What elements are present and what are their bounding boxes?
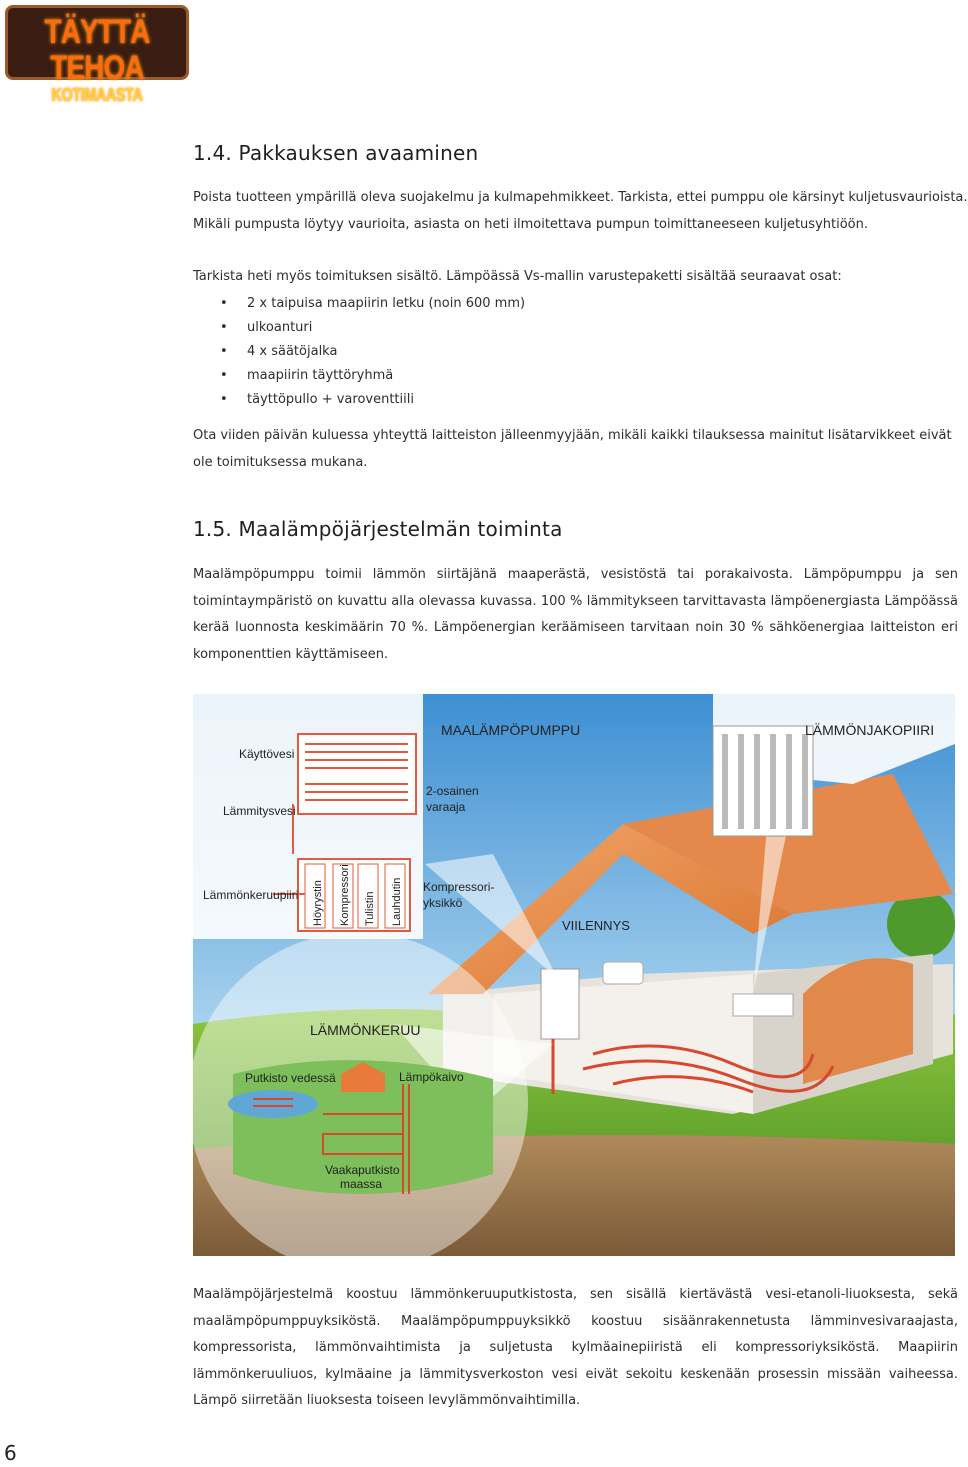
radiator (733, 994, 793, 1016)
section-1-5-heading: 1.5. Maalämpöjärjestelmän toiminta (193, 517, 563, 541)
label-lammitysvesi: Lämmitysvesi (223, 804, 296, 818)
list-item: • täyttöpullo + varoventtiili (193, 388, 958, 412)
list-item: • ulkoanturi (193, 316, 958, 340)
para1-line2: Mikäli pumpusta löytyy vaurioita, asiasta on heti ilmoitettava pumpun toimittaneeseen kuljetusyhtiöön. (193, 216, 868, 232)
storage-tank (298, 734, 416, 814)
page-number: 6 (4, 1441, 17, 1465)
package-contents-list-wrap (193, 292, 958, 412)
list-item: • 2 x taipuisa maapiirin letku (noin 600 mm) (193, 292, 958, 316)
label-lammonjakopiiri: LÄMMÖNJAKOPIIRI (805, 722, 935, 738)
section-1-4-heading-wrap (193, 141, 958, 165)
section-1-5-paragraph-2-wrap (193, 1282, 958, 1415)
section-1-5-heading-wrap (193, 517, 958, 541)
section-1-5-paragraph-1: Maalämpöpumppu toimii lämmön siirtäjänä maaperästä, vesistöstä tai porakaivosta. Lämpöpumppu ja sen toimintaympäristö on kuvattu alla olevassa kuvassa. 100 % lämmitykseen tarvittavasta lämpöenergiasta Lämpöässä kerää luonnosta keskimäärin 70 %. Lämpöenergian keräämiseen tarvitaan noin 30 % sähköenergiaa laitteiston eri komponenttien käyttämiseen. (193, 567, 958, 662)
label-kompressori: Kompressori (339, 864, 351, 926)
label-lauhdutin: Lauhdutin (391, 877, 403, 926)
section-1-4-paragraph-3: Ota viiden päivän kuluessa yhteyttä laitteiston jälleenmyyjään, mikäli kaikki tilauksessa mainitut lisätarvikkeet eivät ole toimituksessa mukana. (193, 428, 952, 470)
label-hoyrystin: Höyrystin (312, 880, 324, 926)
heat-collection-bubble (188, 932, 528, 1272)
logo-subtitle: KOTIMAASTA (51, 85, 143, 105)
label-lammonkeruupiiri: Lämmönkeruupiiri (203, 888, 299, 902)
label-kompressoriyksikko-line1: Kompressori- (423, 880, 495, 894)
label-tulistin: Tulistin (364, 891, 376, 926)
label-kompressoriyksikko-line2: yksikkö (423, 896, 463, 910)
label-lampokaivo: Lämpökaivo (399, 1070, 464, 1084)
label-viilennys: VIILENNYS (562, 918, 630, 933)
heat-pump-unit (541, 969, 579, 1039)
label-putkisto-vedessa: Putkisto vedessä (245, 1071, 336, 1085)
label-vaakaputkisto-line1: Vaakaputkisto (325, 1163, 400, 1177)
section-1-4-paragraph-3-wrap (193, 423, 958, 476)
section-1-4-paragraph-2-wrap (193, 264, 958, 291)
section-1-5-paragraph-1-wrap (193, 562, 958, 668)
label-varaaja-line1: 2-osainen (426, 784, 479, 798)
package-contents-list (193, 292, 958, 412)
lake (228, 1090, 318, 1118)
label-maalampopumppu: MAALÄMPÖPUMPPU (441, 722, 581, 738)
logo-title: TÄYTTÄ TEHOA (44, 13, 150, 87)
para1-line1: Poista tuotteen ympärillä oleva suojakelmu ja kulmapehmikkeet. Tarkista, ettei pumppu ole kärsinyt kuljetusvaurioista. (193, 190, 968, 205)
list-item: • maapiirin täyttöryhmä (193, 364, 958, 388)
section-1-5-paragraph-2: Maalämpöjärjestelmä koostuu lämmönkeruuputkistosta, sen sisällä kiertävästä vesi-etanoli-liuoksesta, sekä maalämpöpumppuyksiköstä. Maalämpöpumppuyksikkö koostuu sisäänrakennetusta lämminvesivaraajasta, kompressorista, lämmönvaihtimista ja suljetusta kylmäainepiiristä eli kompressoriyksiköstä. Maapiirin lämmönkeruuliuos, kylmäaine ja lämmitysverkoston vesi eivät sekoitu keskenään prosessin missään vaiheessa. Lämpö siirretään liuoksesta toiseen levylämmönvaihtimilla. (193, 1287, 958, 1408)
section-1-4-paragraph-1 (193, 185, 968, 238)
list-item: • 4 x säätöjalka (193, 340, 958, 364)
label-lammonkeruu: LÄMMÖNKERUU (310, 1022, 421, 1038)
section-1-4-paragraph-2: Tarkista heti myös toimituksen sisältö. Lämpöässä Vs-mallin varustepaketti sisältää seuraavat osat: (193, 269, 842, 284)
label-kayttovesi: Käyttövesi (239, 747, 295, 761)
geothermal-system-diagram (193, 694, 955, 1256)
diagram-svg (193, 694, 955, 1256)
brand-logo (5, 5, 189, 105)
section-1-4-heading: 1.4. Pakkauksen avaaminen (193, 141, 479, 165)
label-varaaja-line2: varaaja (426, 800, 466, 814)
sink (603, 962, 643, 984)
label-vaakaputkisto-line2: maassa (340, 1177, 383, 1191)
